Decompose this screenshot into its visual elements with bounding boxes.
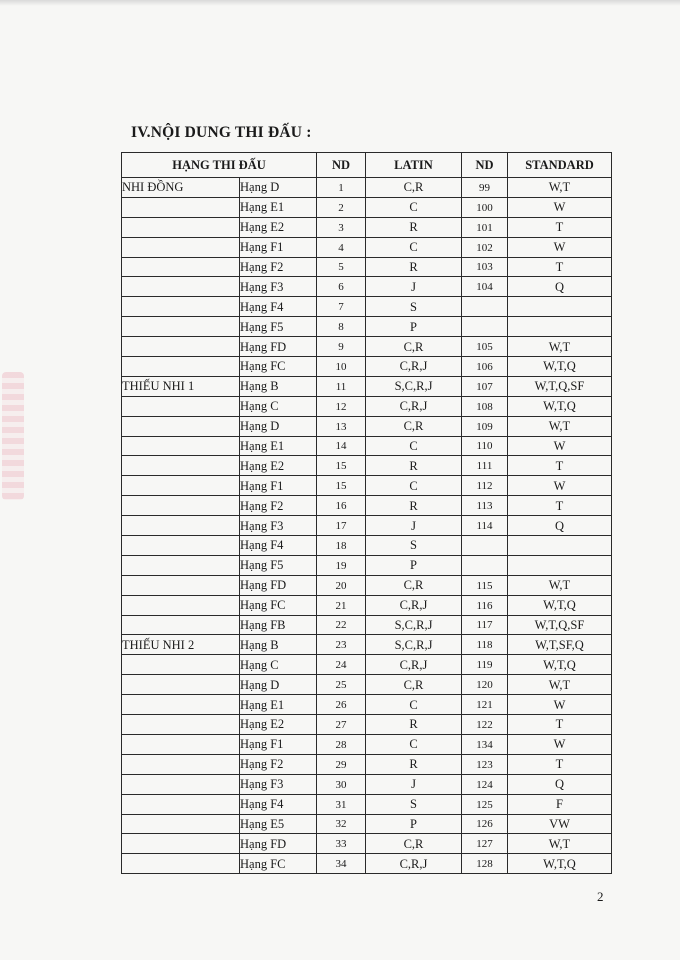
nd-standard-cell: 102 [462,237,508,257]
page-edge-shadow [0,0,680,6]
nd-standard-cell: 120 [462,675,508,695]
group-cell [122,734,240,754]
table-row [122,774,612,794]
table-row [122,496,612,516]
nd-latin-cell: 19 [317,555,366,575]
table-row [122,217,612,237]
header-latin: LATIN [366,153,462,178]
latin-cell: S,C,R,J [366,635,462,655]
nd-latin-cell: 5 [317,257,366,277]
rank-cell: Hạng D [240,416,317,436]
table-row [122,715,612,735]
latin-cell: R [366,257,462,277]
nd-latin-cell: 26 [317,695,366,715]
rank-cell: Hạng F1 [240,237,317,257]
latin-cell: S,C,R,J [366,376,462,396]
standard-cell: W,T [508,416,612,436]
latin-cell: C,R,J [366,357,462,377]
standard-cell: F [508,794,612,814]
rank-cell: Hạng D [240,675,317,695]
group-cell [122,516,240,536]
group-cell [122,814,240,834]
group-cell [122,277,240,297]
group-cell [122,536,240,556]
nd-latin-cell: 9 [317,337,366,357]
standard-cell: Q [508,516,612,536]
latin-cell: C [366,237,462,257]
page-number: 2 [597,889,604,904]
nd-standard-cell: 122 [462,715,508,735]
nd-latin-cell: 32 [317,814,366,834]
nd-latin-cell: 31 [317,794,366,814]
latin-cell: C [366,734,462,754]
nd-standard-cell [462,317,508,337]
group-cell [122,337,240,357]
section-title: IV.NỘI DUNG THI ĐẤU : [131,124,312,141]
latin-cell: R [366,754,462,774]
nd-latin-cell: 29 [317,754,366,774]
group-cell [122,834,240,854]
table-row [122,834,612,854]
standard-cell [508,536,612,556]
table-row [122,237,612,257]
nd-standard-cell: 104 [462,277,508,297]
standard-cell: W [508,476,612,496]
rank-cell: Hạng FB [240,615,317,635]
latin-cell: C,R,J [366,655,462,675]
nd-latin-cell: 23 [317,635,366,655]
standard-cell: W,T [508,178,612,198]
rank-cell: Hạng F3 [240,774,317,794]
nd-standard-cell: 99 [462,178,508,198]
standard-cell: T [508,496,612,516]
latin-cell: J [366,774,462,794]
table-row [122,436,612,456]
nd-latin-cell: 13 [317,416,366,436]
group-cell [122,575,240,595]
table-header-row [122,153,612,178]
nd-latin-cell: 25 [317,675,366,695]
standard-cell: W,T,Q,SF [508,376,612,396]
table-row [122,794,612,814]
rank-cell: Hạng FD [240,337,317,357]
table-row [122,734,612,754]
standard-cell: W,T,Q [508,595,612,615]
table-row [122,814,612,834]
latin-cell: R [366,496,462,516]
latin-cell: C,R [366,337,462,357]
latin-cell: S [366,536,462,556]
nd-latin-cell: 24 [317,655,366,675]
nd-latin-cell: 21 [317,595,366,615]
latin-cell: C,R [366,675,462,695]
nd-standard-cell: 117 [462,615,508,635]
group-cell [122,715,240,735]
group-cell [122,615,240,635]
standard-cell: T [508,715,612,735]
nd-standard-cell: 101 [462,217,508,237]
standard-cell [508,297,612,317]
rank-cell: Hạng E5 [240,814,317,834]
nd-latin-cell: 15 [317,476,366,496]
group-cell [122,595,240,615]
rank-cell: Hạng F5 [240,317,317,337]
rank-cell: Hạng C [240,655,317,675]
standard-cell: T [508,456,612,476]
group-cell: NHI ĐỒNG [122,178,240,198]
table-row [122,675,612,695]
table-row [122,297,612,317]
standard-cell: W,T,Q [508,357,612,377]
rank-cell: Hạng F3 [240,277,317,297]
rank-cell: Hạng FC [240,854,317,874]
group-cell [122,396,240,416]
group-cell [122,357,240,377]
nd-standard-cell: 125 [462,794,508,814]
table-row [122,595,612,615]
red-stamp-mark [2,372,24,500]
nd-latin-cell: 6 [317,277,366,297]
nd-latin-cell: 8 [317,317,366,337]
latin-cell: C,R [366,178,462,198]
rank-cell: Hạng E1 [240,436,317,456]
standard-cell: W,T [508,337,612,357]
nd-standard-cell: 124 [462,774,508,794]
standard-cell: T [508,754,612,774]
group-cell [122,754,240,774]
rank-cell: Hạng E2 [240,456,317,476]
standard-cell: W,T,SF,Q [508,635,612,655]
header-nd-standard: ND [462,153,508,178]
nd-standard-cell: 106 [462,357,508,377]
table-row [122,516,612,536]
table-row [122,754,612,774]
rank-cell: Hạng FC [240,357,317,377]
latin-cell: S,C,R,J [366,615,462,635]
standard-cell: W [508,436,612,456]
nd-standard-cell: 115 [462,575,508,595]
nd-latin-cell: 15 [317,456,366,476]
nd-latin-cell: 30 [317,774,366,794]
nd-latin-cell: 7 [317,297,366,317]
standard-cell: T [508,257,612,277]
nd-standard-cell: 105 [462,337,508,357]
standard-cell: W [508,237,612,257]
group-cell [122,297,240,317]
standard-cell: W,T [508,575,612,595]
rank-cell: Hạng FD [240,834,317,854]
standard-cell: W [508,695,612,715]
nd-standard-cell: 126 [462,814,508,834]
nd-standard-cell: 111 [462,456,508,476]
nd-latin-cell: 11 [317,376,366,396]
nd-standard-cell: 110 [462,436,508,456]
rank-cell: Hạng F1 [240,476,317,496]
nd-latin-cell: 17 [317,516,366,536]
standard-cell: W,T,Q,SF [508,615,612,635]
group-cell [122,555,240,575]
nd-standard-cell: 109 [462,416,508,436]
latin-cell: S [366,297,462,317]
table-row [122,655,612,675]
rank-cell: Hạng F3 [240,516,317,536]
nd-latin-cell: 34 [317,854,366,874]
rank-cell: Hạng E1 [240,197,317,217]
nd-latin-cell: 1 [317,178,366,198]
nd-standard-cell: 116 [462,595,508,615]
latin-cell: C,R,J [366,854,462,874]
table-row [122,416,612,436]
table-row [122,456,612,476]
group-cell [122,476,240,496]
nd-latin-cell: 10 [317,357,366,377]
standard-cell: Q [508,774,612,794]
table-row [122,615,612,635]
latin-cell: C,R,J [366,595,462,615]
nd-standard-cell: 134 [462,734,508,754]
nd-standard-cell [462,297,508,317]
nd-standard-cell: 121 [462,695,508,715]
latin-cell: R [366,456,462,476]
table-row [122,854,612,874]
standard-cell: W,T,Q [508,854,612,874]
nd-standard-cell: 114 [462,516,508,536]
nd-latin-cell: 18 [317,536,366,556]
standard-cell: Q [508,277,612,297]
group-cell [122,695,240,715]
latin-cell: R [366,715,462,735]
nd-standard-cell: 107 [462,376,508,396]
rank-cell: Hạng F1 [240,734,317,754]
group-cell: THIẾU NHI 1 [122,376,240,396]
table-row [122,575,612,595]
latin-cell: C,R,J [366,396,462,416]
table-row [122,555,612,575]
latin-cell: C [366,476,462,496]
standard-cell [508,317,612,337]
nd-standard-cell: 100 [462,197,508,217]
group-cell [122,436,240,456]
group-cell [122,416,240,436]
nd-latin-cell: 16 [317,496,366,516]
nd-latin-cell: 3 [317,217,366,237]
nd-standard-cell: 128 [462,854,508,874]
latin-cell: S [366,794,462,814]
group-cell [122,675,240,695]
rank-cell: Hạng F4 [240,297,317,317]
nd-latin-cell: 27 [317,715,366,735]
nd-standard-cell: 103 [462,257,508,277]
latin-cell: P [366,814,462,834]
table-row [122,376,612,396]
nd-latin-cell: 2 [317,197,366,217]
competition-table [121,152,612,874]
nd-latin-cell: 20 [317,575,366,595]
nd-standard-cell: 119 [462,655,508,675]
table-row [122,536,612,556]
standard-cell: W,T [508,675,612,695]
rank-cell: Hạng F2 [240,257,317,277]
group-cell [122,257,240,277]
group-cell [122,197,240,217]
standard-cell: W,T,Q [508,655,612,675]
table-row [122,396,612,416]
nd-latin-cell: 28 [317,734,366,754]
rank-cell: Hạng FC [240,595,317,615]
latin-cell: P [366,317,462,337]
standard-cell: W [508,197,612,217]
rank-cell: Hạng E1 [240,695,317,715]
standard-cell: W,T [508,834,612,854]
nd-standard-cell: 118 [462,635,508,655]
nd-latin-cell: 4 [317,237,366,257]
group-cell [122,854,240,874]
rank-cell: Hạng E2 [240,217,317,237]
nd-standard-cell: 112 [462,476,508,496]
rank-cell: Hạng C [240,396,317,416]
group-cell [122,237,240,257]
header-standard: STANDARD [508,153,612,178]
group-cell: THIẾU NHI 2 [122,635,240,655]
latin-cell: C [366,197,462,217]
latin-cell: C,R [366,416,462,436]
nd-latin-cell: 33 [317,834,366,854]
rank-cell: Hạng B [240,376,317,396]
nd-standard-cell: 127 [462,834,508,854]
latin-cell: R [366,217,462,237]
group-cell [122,496,240,516]
rank-cell: Hạng FD [240,575,317,595]
rank-cell: Hạng F4 [240,536,317,556]
group-cell [122,774,240,794]
table-row [122,317,612,337]
nd-latin-cell: 14 [317,436,366,456]
table-row [122,476,612,496]
latin-cell: C [366,695,462,715]
nd-standard-cell [462,536,508,556]
table-row [122,197,612,217]
rank-cell: Hạng F5 [240,555,317,575]
latin-cell: P [366,555,462,575]
rank-cell: Hạng B [240,635,317,655]
standard-cell: W [508,734,612,754]
rank-cell: Hạng F2 [240,496,317,516]
group-cell [122,456,240,476]
rank-cell: Hạng E2 [240,715,317,735]
table-row [122,178,612,198]
nd-standard-cell: 123 [462,754,508,774]
table-row [122,695,612,715]
group-cell [122,655,240,675]
standard-cell: T [508,217,612,237]
latin-cell: C,R [366,834,462,854]
latin-cell: J [366,516,462,536]
rank-cell: Hạng D [240,178,317,198]
nd-standard-cell: 113 [462,496,508,516]
standard-cell [508,555,612,575]
latin-cell: C,R [366,575,462,595]
standard-cell: W,T,Q [508,396,612,416]
rank-cell: Hạng F2 [240,754,317,774]
table-row [122,635,612,655]
latin-cell: C [366,436,462,456]
group-cell [122,794,240,814]
table-row [122,337,612,357]
nd-standard-cell: 108 [462,396,508,416]
header-nd-latin: ND [317,153,366,178]
rank-cell: Hạng F4 [240,794,317,814]
group-cell [122,317,240,337]
nd-latin-cell: 22 [317,615,366,635]
nd-latin-cell: 12 [317,396,366,416]
table-row [122,257,612,277]
table-body [122,178,612,874]
group-cell [122,217,240,237]
table-row [122,357,612,377]
table-row [122,277,612,297]
header-category: HẠNG THI ĐẤU [122,153,317,178]
standard-cell: VW [508,814,612,834]
latin-cell: J [366,277,462,297]
nd-standard-cell [462,555,508,575]
